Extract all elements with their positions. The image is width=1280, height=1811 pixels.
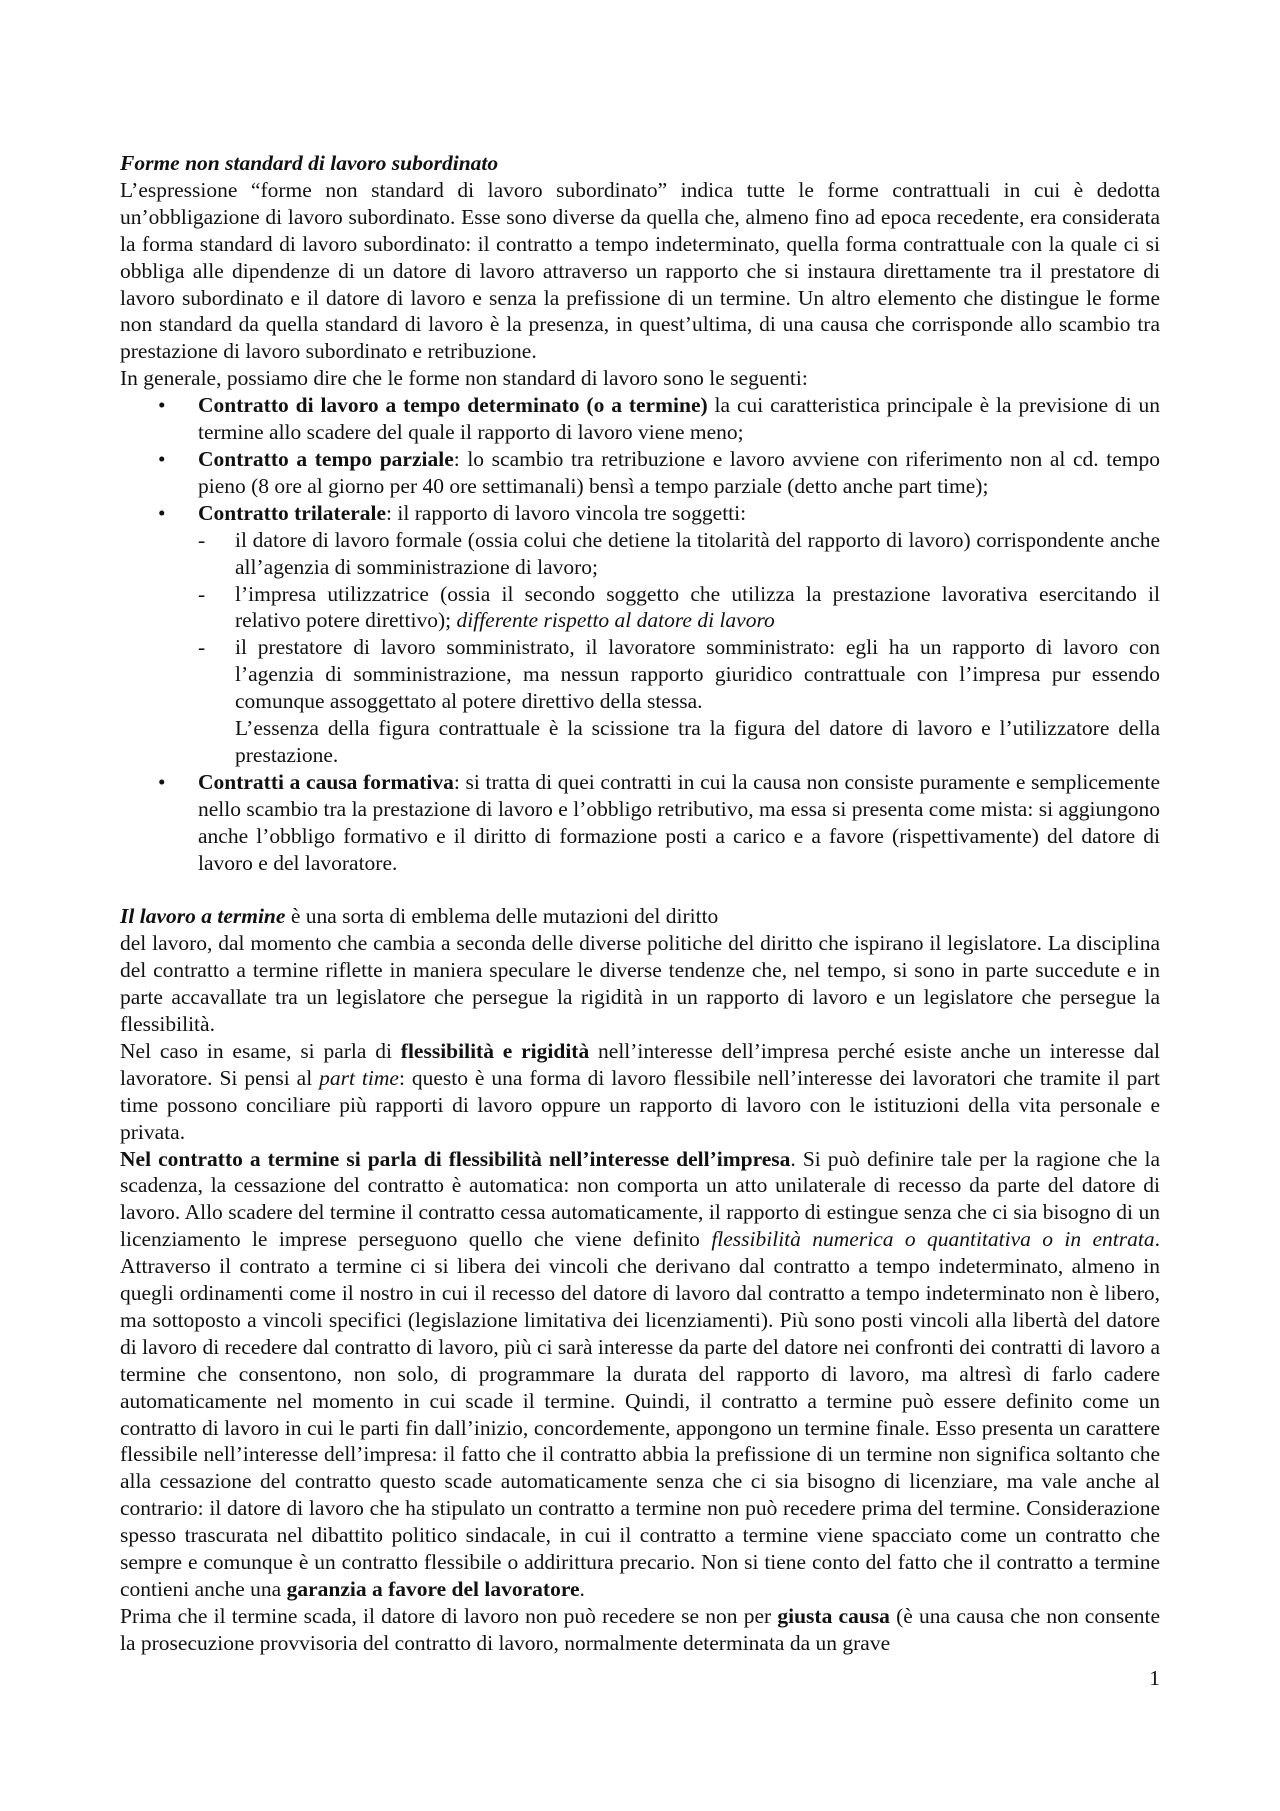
list-item: • Contratti a causa formativa: si tratta di quei contratti in cui la causa non consiste puramente e semplicemente nello scambio tra la prestazione di lavoro e l’obbligo retributivo, ma essa si presenta come mista: si aggiungono anche l’obbligo formativo e il diritto di formazione posti a carico e a favore (rispettivamente) del datore di lavoro e del lavoratore. [120,769,1160,877]
sub-list-note: L’essenza della figura contrattuale è la scissione tra la figura del datore di lavoro e l’utilizzatore della prestazione. [235,716,1160,767]
sub-list-item: - il prestatore di lavoro somministrato, il lavoratore somministrato: egli ha un rapporto di lavoro con l’agenzia di somministrazione, ma nessun rapporto giuridico contrattuale con l’impresa pur essendo comunque assoggettato al potere direttivo della stessa. [198,634,1160,715]
list-intro: In generale, possiamo dire che le forme non standard di lavoro sono le seguenti: [120,366,808,391]
paragraph: del lavoro, dal momento che cambia a seconda delle diverse politiche del diritto che ispirano il legislatore. La disciplina del contratto a termine riflette in maniera speculare le diverse tendenze che, nel tempo, si sono in parte succedute e in parte accavallate tra un legislatore che persegue la rigidità in un rapporto di lavoro e un legislatore che persegue la flessibilità. [120,931,1160,1036]
list-item: • Contratto trilaterale: il rapporto di lavoro vincola tre soggetti: - il datore di lavoro formale (ossia colui che detiene la titolarità del rapporto di lavoro) corrispondente anche all’agenzia di somministrazione di lavoro; - l’impresa utilizzatrice (ossia il secondo soggetto che utilizza la prestazione lavorativa esercitando il relativo potere direttivo); differente rispetto al datore di lavoro - il prestatore di lavoro somministrato, il lavoratore somministrato: egli ha un rapporto di lavoro con l’agenzia di somministrazione, ma nessun rapporto giuridico contrattuale con l’impresa pur essendo comunque assoggettato al potere direttivo della stessa. L’essenza della figura contrattuale è la scissione tra la figura del datore di lavoro e l’utilizzatore della prestazione. [120,500,1160,769]
list-item: • Contratto di lavoro a tempo determinato (o a termine) la cui caratteristica principale è la previsione di un termine allo scadere del quale il rapporto di lavoro viene meno; [120,392,1160,446]
sub-list-item: - il datore di lavoro formale (ossia colui che detiene la titolarità del rapporto di lavoro) corrispondente anche all’agenzia di somministrazione di lavoro; [198,527,1160,581]
page-number: 1 [1149,1666,1160,1690]
paragraph: Nel caso in esame, si parla di flessibilità e rigidità nell’interesse dell’impresa perché esiste anche un interesse dal lavoratore. Si pensi al part time: questo è una forma di lavoro flessibile nell’interesse dei lavoratori che tramite il part time possono conciliare più rapporti di lavoro oppure un rapporto di lavoro con le istituzioni della vita personale e privata. [120,1038,1160,1144]
intro-paragraph: L’espressione “forme non standard di lavoro subordinato” indica tutte le forme contrattuali in cui è dedotta un’obbligazione di lavoro subordinato. Esse sono diverse da quella che, almeno fino ad epoca recedente, era considerata la forma standard di lavoro subordinato: il contratto a tempo indeterminato, quella forma contrattuale con la quale ci si obbliga alle dipendenze di un datore di lavoro attraverso un rapporto che si instaura direttamente tra il prestatore di lavoro subordinato e il datore di lavoro e senza la prefissione di un termine. Un altro elemento che distingue le forme non standard da quella standard di lavoro è la presenza, in quest’ultima, di una causa che corrisponde allo scambio tra prestazione di lavoro subordinato e retribuzione. [120,177,1160,364]
paragraph: Nel contratto a termine si parla di flessibilità nell’interesse dell’impresa. Si può definire tale per la ragione che la scadenza, la cessazione del contratto è automatica: non comporta un atto unilaterale di recesso da parte del datore di lavoro. Allo scadere del termine il contratto cessa automaticamente, il rapporto di estingue senza che ci sia bisogno di un licenziamento le imprese perseguono quello che viene definito flessibilità numerica o quantitativa o in entrata. Attraverso il contrato a termine ci si libera dei vincoli che derivano dal contratto a tempo indeterminato, almeno in quegli ordinamenti come il nostro in cui il recesso del datore di lavoro dal contratto a tempo indeterminato non è libero, ma sottoposto a vincoli specifici (legislazione limitativa dei licenziamenti). Più sono posti vincoli alla libertà del datore di lavoro di recedere dal contratto di lavoro, più ci sarà interesse da parte del datore nei confronti dei contratti di lavoro a termine che consentono, non solo, di programmare la durata del rapporto di lavoro, ma altresì di farlo cadere automaticamente nel momento in cui scade il termine. Quindi, il contratto a termine può essere definito come un contratto di lavoro in cui le parti fin dall’inizio, concordemente, appongono un termine finale. Esso presenta un carattere flessibile nell’interesse dell’impresa: il fatto che il contratto abbia la prefissione di un termine non significa soltanto che alla cessazione del contratto questo scade automaticamente senza che ci sia bisogno di licenziare, ma vale anche al contrario: il datore di lavoro che ha stipulato un contratto a termine non può recedere prima del termine. Considerazione spesso trascurata nel dibattito politico sindacale, in cui il contratto a termine viene spacciato come un contratto che sempre e comunque è un contratto flessibile o addirittura precario. Non si tiene conto del fatto che il contratto a termine contieni anche una garanzia a favore del lavoratore. [120,1146,1160,1602]
spacer [120,876,1160,903]
forms-list [120,392,1160,876]
paragraph: Prima che il termine scada, il datore di lavoro non può recedere se non per giusta causa (è una causa che non consente la prosecuzione provvisoria del contratto di lavoro, normalmente determinata da un grave [120,1603,1161,1655]
section-heading-line: Il lavoro a termine è una sorta di emblema delle mutazioni del diritto [120,904,719,929]
section-title: Forme non standard di lavoro subordinato [120,151,499,175]
sub-list-item: - l’impresa utilizzatrice (ossia il secondo soggetto che utilizza la prestazione lavorativa esercitando il relativo potere direttivo); differente rispetto al datore di lavoro [198,581,1160,635]
trilateral-sublist [198,527,1160,715]
list-item: • Contratto a tempo parziale: lo scambio tra retribuzione e lavoro avviene con riferimento non al cd. tempo pieno (8 ore al giorno per 40 ore settimanali) bensì a tempo parziale (detto anche part time); [120,446,1160,500]
document-page [120,150,1160,1657]
